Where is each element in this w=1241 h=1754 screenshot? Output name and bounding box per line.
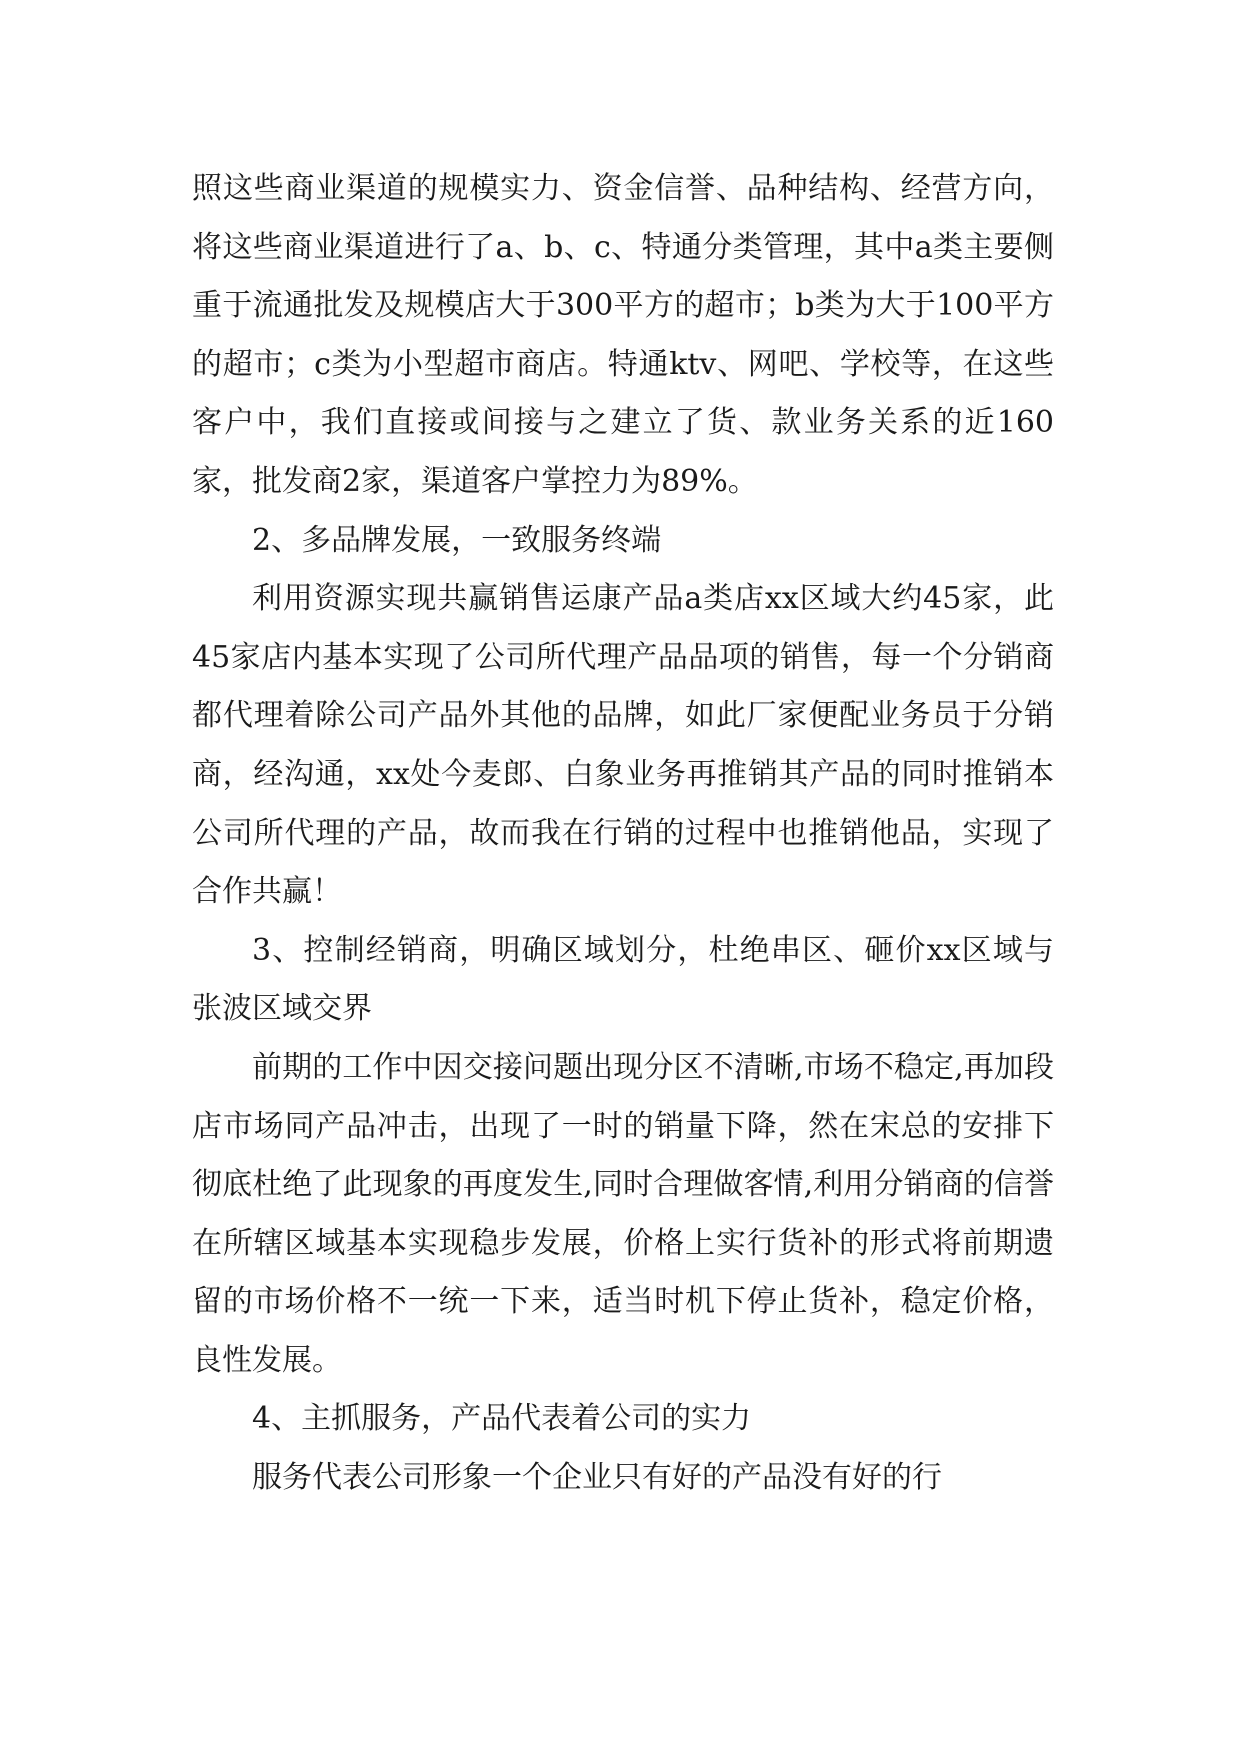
paragraph-multi-brand: 利用资源实现共赢销售运康产品a类店xx区域大约45家，此45家店内基本实现了公司所代理产品品项的销售，每一个分销商都代理着除公司产品外其他的品牌，如此厂家便配业务员于分销商，经沟通，xx处今麦郎、白象业务再推销其产品的同时推销本公司所代理的产品，故而我在行销的过程中也推销他品，实现了合作共赢！ bbox=[192, 581, 1054, 910]
paragraph-channel-classification: 照这些商业渠道的规模实力、资金信誉、品种结构、经营方向，将这些商业渠道进行了a、b、c、特通分类管理，其中a类主要侧重于流通批发及规模店大于300平方的超市；b类为大于100平方的超市；c类为小型超市商店。特通ktv、网吧、学校等，在这些客户中，我们直接或间接与之建立了货、款业务关系的近160家，批发商2家，渠道客户掌控力为89%。 bbox=[192, 171, 1054, 499]
paragraph-control-distributors: 前期的工作中因交接问题出现分区不清晰,市场不稳定,再加段店市场同产品冲击，出现了一时的销量下降，然在宋总的安排下彻底杜绝了此现象的再度发生,同时合理做客情,利用分销商的信誉在所辖区域基本实现稳步发展，价格上实行货补的形式将前期遗留的市场价格不一统一下来，适当时机下停止货补，稳定价格，良性发展。 bbox=[192, 1049, 1054, 1378]
heading-control-distributors: 3、控制经销商，明确区域划分，杜绝串区、砸价xx区域与张波区域交界 bbox=[192, 932, 1054, 1027]
paragraph-service: 服务代表公司形象一个企业只有好的产品没有好的行 bbox=[252, 1460, 942, 1496]
heading-service: 4、主抓服务，产品代表着公司的实力 bbox=[252, 1401, 752, 1437]
heading-multi-brand: 2、多品牌发展，一致服务终端 bbox=[252, 522, 662, 558]
document-body bbox=[192, 160, 1054, 1508]
